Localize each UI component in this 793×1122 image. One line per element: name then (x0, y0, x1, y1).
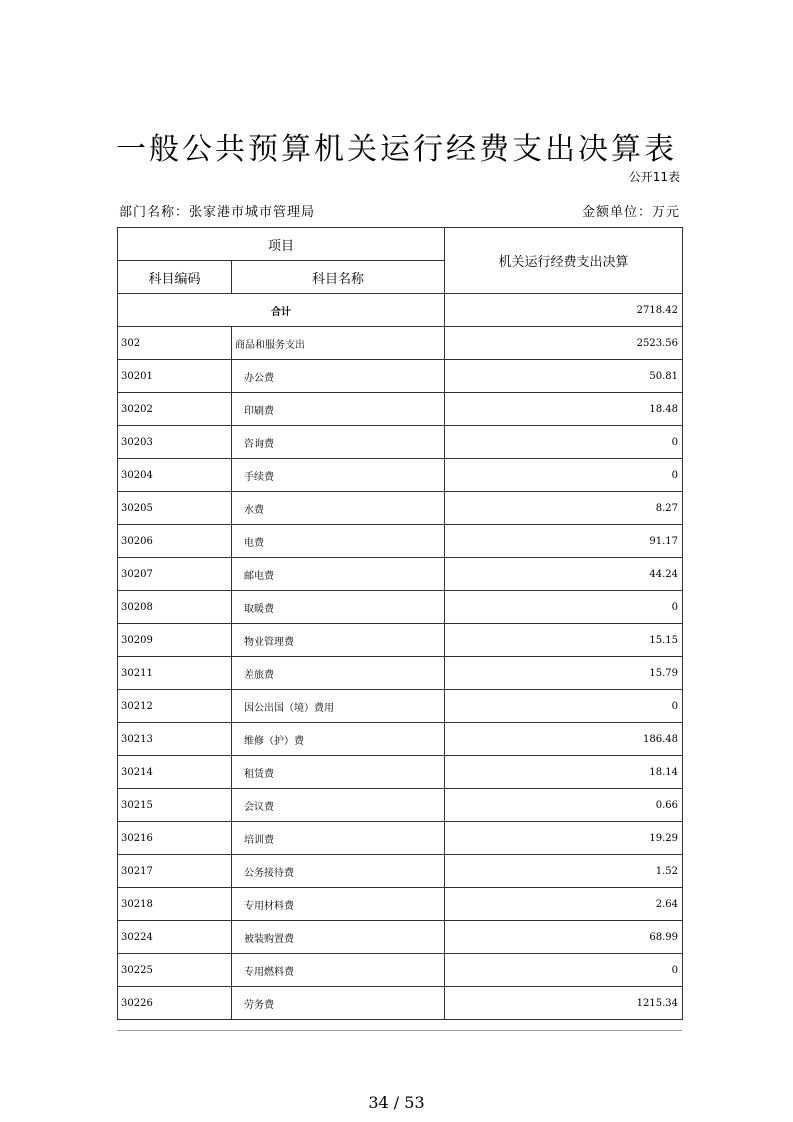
row-name: 印刷费 (232, 393, 445, 426)
row-code: 30208 (118, 591, 232, 624)
row-amount: 44.24 (445, 558, 683, 591)
department-name: 部门名称：张家港市城市管理局 (119, 205, 316, 220)
table-row (118, 723, 683, 756)
row-name: 公务接待费 (232, 855, 445, 888)
row-code: 30202 (118, 393, 232, 426)
row-code: 30217 (118, 855, 232, 888)
row-amount: 0 (445, 459, 683, 492)
row-code: 30215 (118, 789, 232, 822)
row-amount: 18.48 (445, 393, 683, 426)
row-name: 商品和服务支出 (232, 327, 445, 360)
bottom-rule (117, 1030, 682, 1031)
row-code: 30205 (118, 492, 232, 525)
row-name: 邮电费 (232, 558, 445, 591)
row-name: 专用材料费 (232, 888, 445, 921)
row-name: 取暖费 (232, 591, 445, 624)
table-row (118, 657, 683, 690)
row-name: 因公出国（境）费用 (232, 690, 445, 723)
row-name: 被装购置费 (232, 921, 445, 954)
table-row (118, 426, 683, 459)
row-amount: 91.17 (445, 525, 683, 558)
row-amount: 0 (445, 954, 683, 987)
table-row (118, 327, 683, 360)
row-name: 差旅费 (232, 657, 445, 690)
row-code: 30214 (118, 756, 232, 789)
table-body (118, 327, 683, 1020)
row-name: 租赁费 (232, 756, 445, 789)
document-title: 一般公共预算机关运行经费支出决算表 (116, 132, 677, 167)
row-amount: 68.99 (445, 921, 683, 954)
row-code: 30204 (118, 459, 232, 492)
row-amount: 15.79 (445, 657, 683, 690)
row-amount: 18.14 (445, 756, 683, 789)
row-name: 物业管理费 (232, 624, 445, 657)
page-number: 34 / 53 (368, 1093, 425, 1112)
row-amount: 2523.56 (445, 327, 683, 360)
row-amount: 0 (445, 690, 683, 723)
row-code: 30226 (118, 987, 232, 1020)
table-row (118, 954, 683, 987)
row-name: 办公费 (232, 360, 445, 393)
row-code: 302 (118, 327, 232, 360)
table-row (118, 591, 683, 624)
row-amount: 1215.34 (445, 987, 683, 1020)
table-row (118, 558, 683, 591)
row-code: 30224 (118, 921, 232, 954)
row-name: 电费 (232, 525, 445, 558)
total-row (118, 294, 683, 327)
table-row (118, 393, 683, 426)
total-label: 合计 (118, 294, 445, 327)
row-amount: 50.81 (445, 360, 683, 393)
row-amount: 186.48 (445, 723, 683, 756)
table-number: 公开11表 (628, 170, 680, 184)
table-row (118, 492, 683, 525)
table-row (118, 987, 683, 1020)
row-name: 专用燃料费 (232, 954, 445, 987)
table-row (118, 624, 683, 657)
row-amount: 2.64 (445, 888, 683, 921)
row-name: 培训费 (232, 822, 445, 855)
row-code: 30207 (118, 558, 232, 591)
row-amount: 0 (445, 426, 683, 459)
row-name: 会议费 (232, 789, 445, 822)
row-code: 30225 (118, 954, 232, 987)
header-amount: 机关运行经费支出决算 (445, 228, 683, 294)
amount-unit: 金额单位：万元 (581, 205, 680, 220)
table-row (118, 822, 683, 855)
table-row (118, 525, 683, 558)
row-code: 30206 (118, 525, 232, 558)
expenditure-table (117, 227, 683, 1020)
row-name: 咨询费 (232, 426, 445, 459)
row-name: 水费 (232, 492, 445, 525)
row-amount: 15.15 (445, 624, 683, 657)
row-code: 30211 (118, 657, 232, 690)
row-amount: 8.27 (445, 492, 683, 525)
table-row (118, 459, 683, 492)
table-row (118, 360, 683, 393)
table-row (118, 789, 683, 822)
header-item: 项目 (118, 228, 445, 261)
row-code: 30212 (118, 690, 232, 723)
table-row (118, 921, 683, 954)
total-amount: 2718.42 (445, 294, 683, 327)
row-name: 维修（护）费 (232, 723, 445, 756)
row-amount: 0 (445, 591, 683, 624)
row-code: 30201 (118, 360, 232, 393)
table-row (118, 756, 683, 789)
table-row (118, 690, 683, 723)
row-name: 手续费 (232, 459, 445, 492)
table-row (118, 855, 683, 888)
row-name: 劳务费 (232, 987, 445, 1020)
row-amount: 19.29 (445, 822, 683, 855)
row-code: 30213 (118, 723, 232, 756)
row-code: 30216 (118, 822, 232, 855)
row-code: 30209 (118, 624, 232, 657)
row-code: 30203 (118, 426, 232, 459)
header-code: 科目编码 (118, 261, 232, 294)
header-name: 科目名称 (232, 261, 445, 294)
row-code: 30218 (118, 888, 232, 921)
row-amount: 1.52 (445, 855, 683, 888)
table-row (118, 888, 683, 921)
row-amount: 0.66 (445, 789, 683, 822)
